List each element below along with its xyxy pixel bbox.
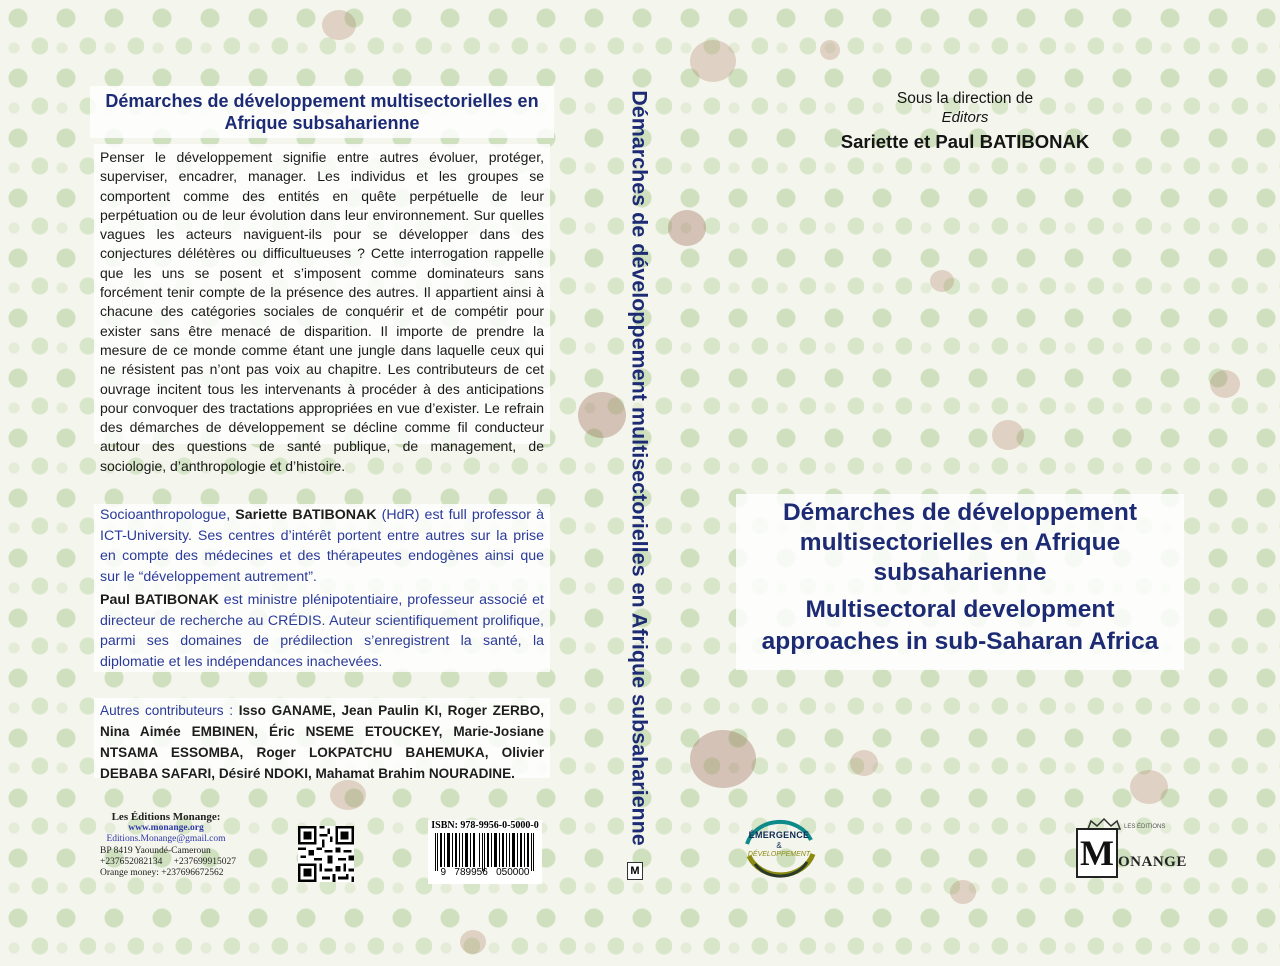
publisher-phone2: +237699915027 (173, 856, 236, 867)
editors-label: Editors (941, 109, 989, 126)
publisher-email: Editions.Monange@gmail.com (106, 834, 226, 845)
publisher-info (96, 812, 236, 879)
stain (690, 40, 736, 82)
direction-label: Sous la direction de (896, 90, 1034, 107)
front-title-block (738, 498, 1182, 658)
monange-m: M (1076, 828, 1118, 878)
emergence-logo (737, 810, 821, 886)
publisher-name: Les Éditions Monange: (111, 811, 221, 823)
isbn-text: ISBN: 978-9956-0-5000-0 (431, 820, 539, 831)
stain (930, 270, 954, 292)
contributors (100, 700, 544, 784)
contributors-list: Isso GANAME, Jean Paulin KI, Roger ZERBO, Nina Aimée EMBINEN, Éric NSEME ETOUCKEY, Marie-Josiane NTSAMA ESSOMBA, Roger LOKPATCHU BAHEMUKA, Olivier DEBABA SAFARI, Désiré NDOKI, Mahamat Brahim NOURADINE. (100, 703, 545, 781)
isbn-barcode (428, 820, 542, 884)
stain (850, 750, 878, 776)
editors-names: Sariette et Paul BATIBONAK (840, 131, 1090, 152)
publisher-website: www.monange.org (128, 823, 204, 834)
bio2-name: Paul BATIBONAK (100, 592, 219, 608)
bio1-prefix: Socioanthropologue, (100, 507, 236, 523)
emergence-amp-text: & (776, 841, 782, 850)
stain (992, 420, 1024, 450)
stain (460, 930, 486, 954)
bio-sariette (100, 505, 544, 587)
bio2-rest: est ministre plénipotentiaire, professeur associé et directeur de recherche au CRÉDIS. Auteur scientifiquement prolifique, parmi ses domaines de prédilection s’enregistrent la santé, la diplomatie et les indépendances inachevées. (100, 592, 544, 670)
barcode-bars (433, 833, 537, 871)
publisher-phone1: +237652082134 (100, 856, 163, 867)
stain (1130, 770, 1168, 804)
stain (322, 10, 356, 40)
back-cover-title: Démarches de développement multisectorielles en Afrique subsaharienne (105, 91, 539, 133)
front-title-fr: Démarches de développement multisectorielles en Afrique subsaharienne (782, 499, 1138, 586)
monange-logo (1074, 818, 1187, 882)
bio1-name: Sariette BATIBONAK (235, 507, 377, 523)
publisher-address: BP 8419 Yaoundé-Cameroun (100, 845, 211, 856)
monange-name: ONANGE (1118, 854, 1187, 870)
spine-publisher-logo: M (627, 862, 643, 880)
stain (690, 730, 756, 788)
monange-small-text: LES ÉDITIONS (1124, 824, 1166, 830)
stain (330, 780, 366, 810)
bio-paul (100, 590, 544, 672)
publisher-phones (96, 857, 236, 868)
barcode-digits: 9 789956 050000 (440, 867, 530, 878)
editors-block (820, 90, 1110, 154)
stain (950, 880, 976, 904)
publisher-orange-money: Orange money: +237696672562 (100, 868, 224, 879)
spine-title: Démarches de développement multisectorielles en Afrique subsaharienne (627, 90, 652, 846)
qr-code (298, 826, 354, 882)
bio1-rest: (HdR) est full professor à ICT-University. Ses centres d’intérêt portent entre autres sur la prise en compte des médecines et des thérapeutes endogènes ainsi que sur le “développement autrement”. (100, 507, 544, 585)
stain (1210, 370, 1240, 398)
emergence-top-text: ÉMERGENCE (748, 830, 810, 840)
contributors-label: Autres contributeurs : (100, 703, 239, 718)
front-title-en: Multisectoral development approaches in sub-Saharan Africa (761, 596, 1159, 655)
stain (820, 40, 840, 60)
emergence-bottom-text: DÉVELOPPEMENT (747, 851, 811, 858)
summary-text: Penser le développement signifie entre autres évoluer, protéger, superviser, encadrer, manager. Les individus et les groupes se comportent comme des entités en quête perpétuelle de leur perpétuation ou de leur évolution dans leur environnement. Sur quelles vagues les acteurs naviguent-ils pour se développer dans des conjectures délétères ou difficultueuses ? Cette interrogation rappelle que les uns se posent et s’imposent comme dominateurs sans forcément tenir compte de la présence des autres. Il appartient ainsi à chacune des catégories sociales de conquérir et de compétir pour exister sans être menacé de disparition. Il importe de prendre la mesure de ce monde comme étant une jungle dans laquelle ceux qui ne résistent pas n’ont pas voix au chapitre. Les contributeurs de cet ouvrage incitent tous les intervenants à procéder à des anticipations pour convoquer des tractations appropriées en vue d’exister. Le refrain des démarches de développement se décline comme fil conducteur autour des questions de santé publique, de management, de sociologie, d’anthropologie et d’histoire. (100, 149, 544, 474)
